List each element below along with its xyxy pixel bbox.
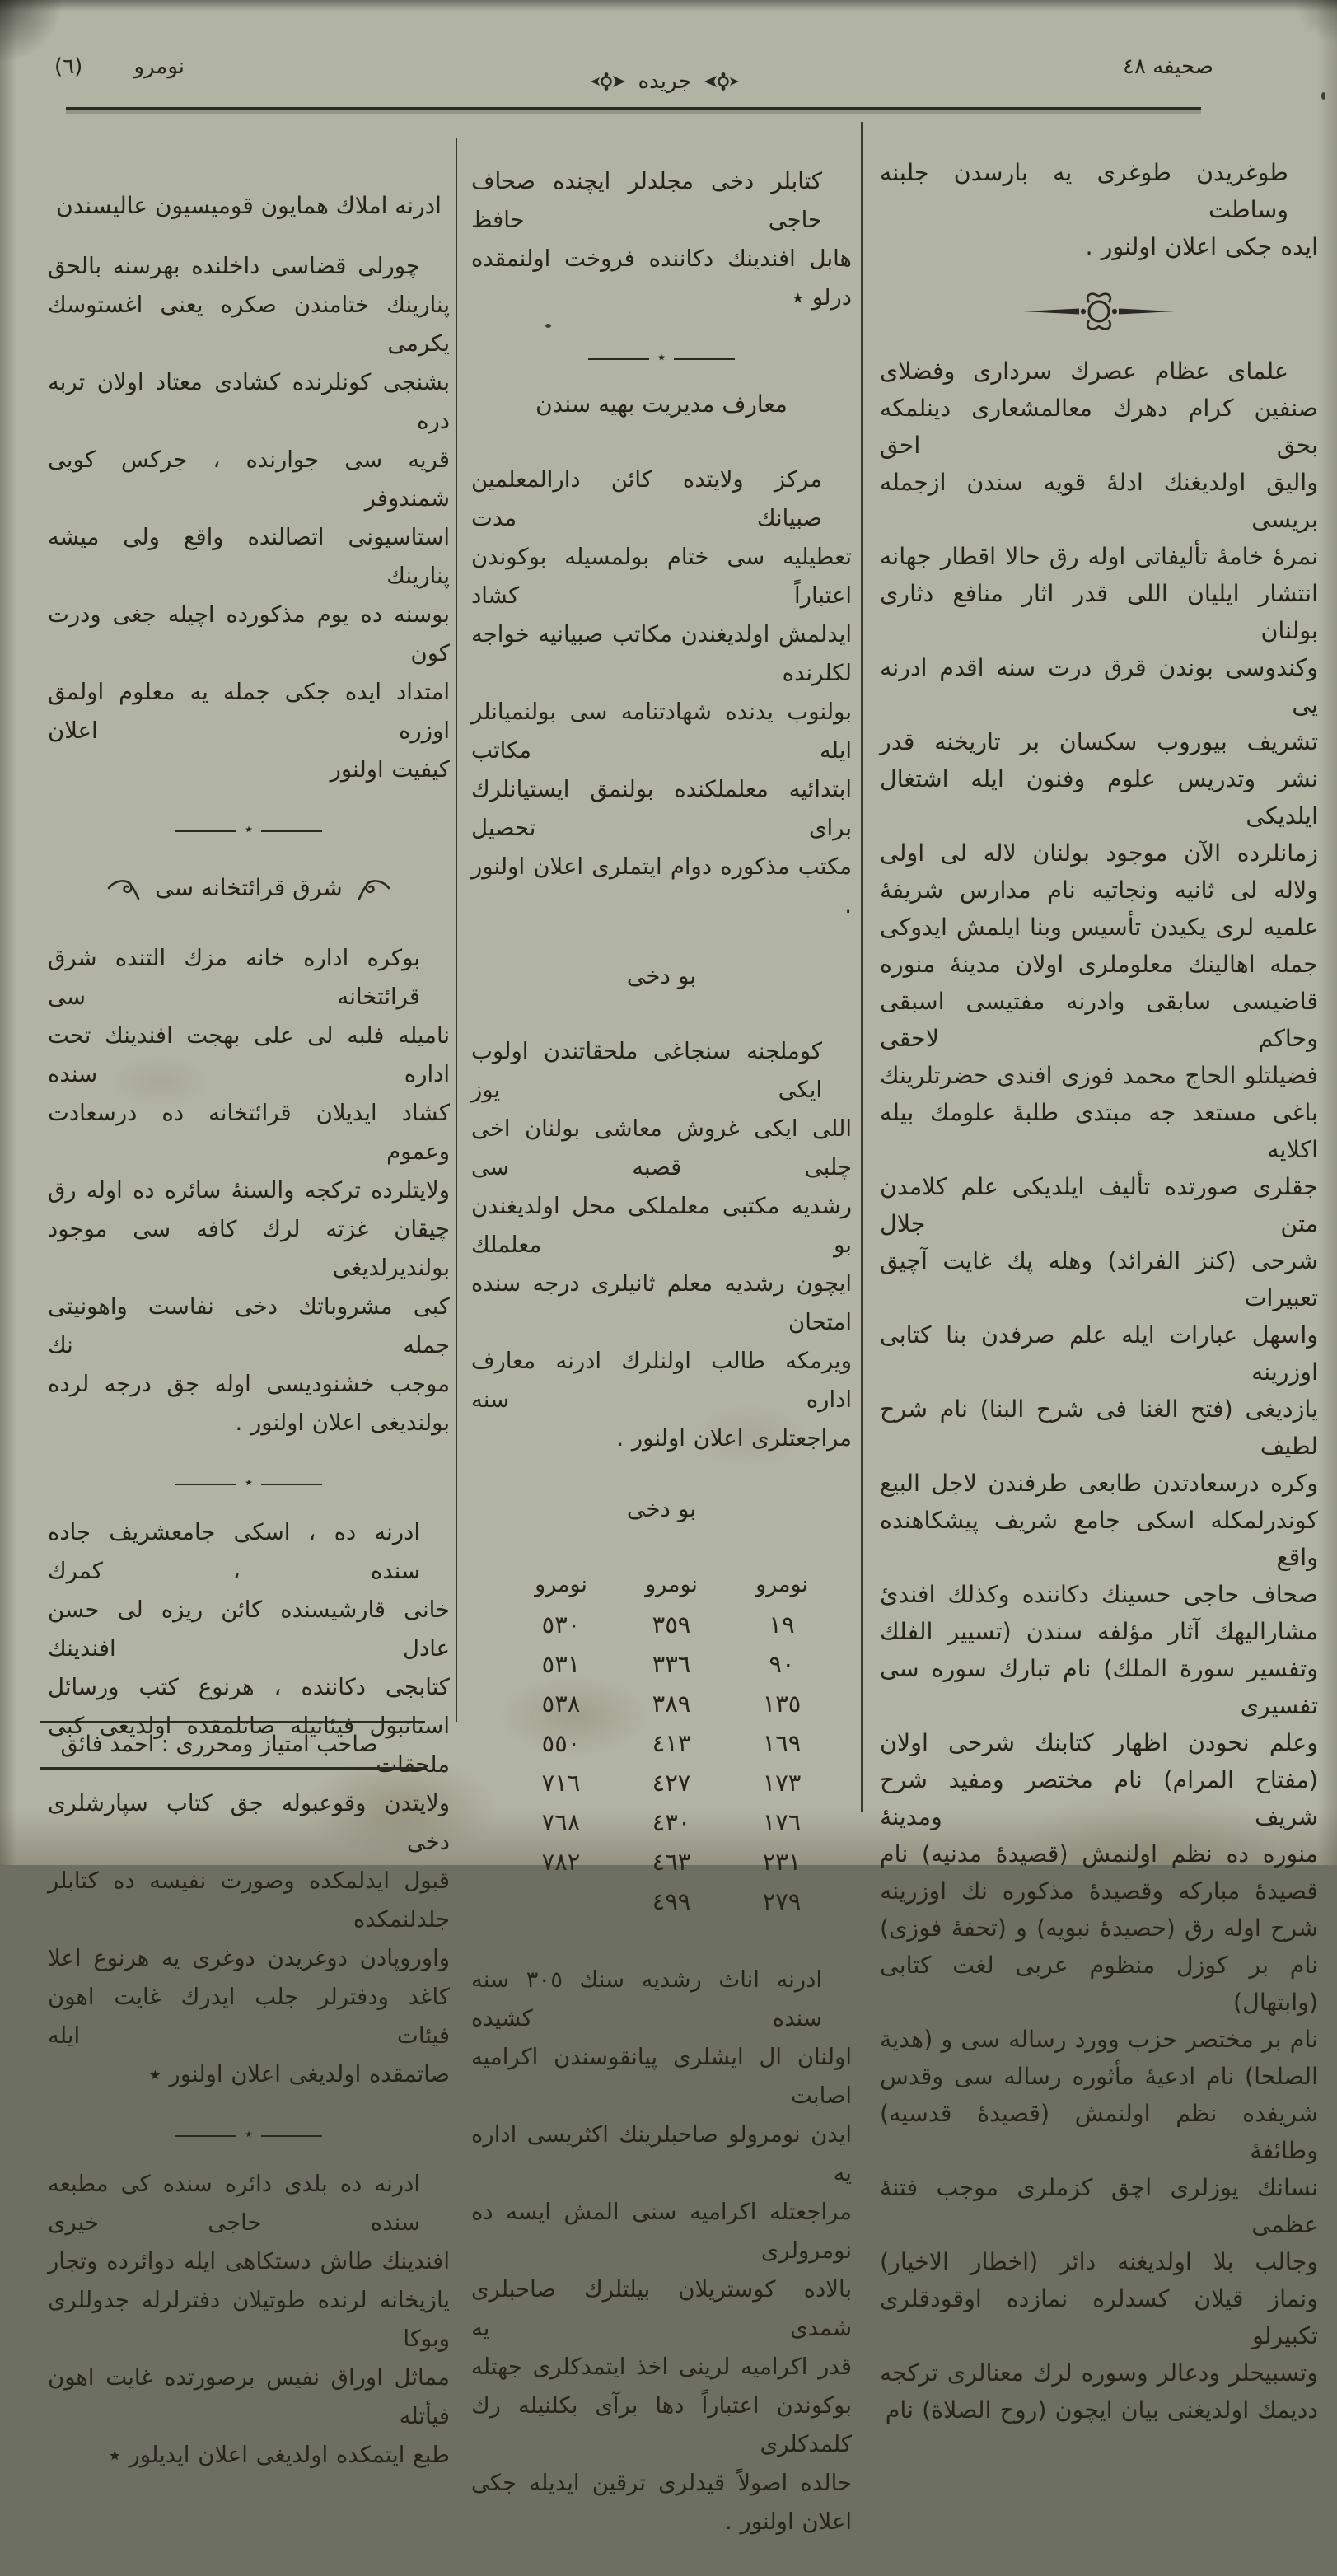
text-line: مركز ولايتده كائن دارالمعلمين صبيانك مدت [471,466,822,531]
text-line: منوره ده نظم اولنمش (قصيدهٔ مدنيه) نام [880,1840,1318,1868]
table-cell: ٧٦٨ [541,1808,581,1836]
text-line: ادرنه ده بلدى دائره سنده كى مطبعه سنده حاجى خيرى [48,2171,420,2236]
text-line: باغى مستعد جه مبتدى طلبهٔ علومك بيله اكلايه [880,1099,1318,1163]
text-line: وتفسير سورة الملك) نام تبارك سوره سى تفسيرى [880,1655,1318,1719]
text-line: كاغد ودفترلر جلب ايدرك غايت اهون فيئات ايله [48,1984,450,2049]
text-line: وتسبيحلر ودعالر وسوره لرك معنالرى تركجه [880,2359,1318,2387]
text-line: امتداد ايده جكى جمله يه معلوم اولمق اوزره اعلان [48,679,450,744]
column-right [880,111,1318,2452]
ornament-divider [880,288,1318,334]
newspaper-title [554,69,776,94]
text-line: قريه سى جوارنده ، جركس كويى شمندوفر [48,446,450,512]
table-header: نومرو [535,1572,587,1597]
text-line: ونماز قيلان كسدلره نمازده اوقودقلرى تكبيرلو [880,2285,1318,2349]
text-line: ناميله فلبه لى على بهجت افندينك تحت اداره سنده [48,1022,450,1087]
text-line: تعطيليه سى ختام بولمسيله بوكوندن اعتباراً كشاد [471,544,852,609]
table-cell: ٤٣٠ [652,1808,691,1836]
text-line: ايچون رشديه معلم ثانيلرى درجه سنده امتحان [471,1270,852,1335]
issue-number-label: نومرو [133,54,185,79]
text-line: رشديه مكتبى معلملكى محل اولديغندن بو معلملك [471,1193,852,1258]
text-line: يازيخانه لرنده طوتيلان دفترلرله جدوللرى وبوكا [48,2287,450,2352]
table-cell: ٤١٣ [652,1729,691,1757]
table-cell: ٥٣١ [541,1650,581,1678]
column-rule [456,138,457,1722]
table-header: نومرو [645,1572,698,1597]
text-line: قبول ايدلمكده وصورت نفيسه ده كتابلر جلدلنمكده [48,1868,450,1933]
divider-line [588,358,649,360]
divider-star-icon: ٭ [245,2125,253,2143]
text-line: شريفده نظم اولنمش (قصيدهٔ قدسيه) وطائفهٔ [880,2100,1318,2164]
text-line: ولاله لى ثانيه ونجاتيه نام مدارس شريفهٔ [880,877,1318,904]
table-cell [506,1882,616,1921]
text-line: مكتب مذكوره دوام ايتملرى اعلان اولنور . [471,853,852,919]
text-line: قدر اكراميه لرينى اخذ ايتمدكلرى جهتله [471,2354,852,2380]
table-cell: ٣٨٩ [652,1690,691,1718]
table-cell: ١٣٥ [762,1690,802,1718]
divider-line [261,2135,322,2137]
floral-flourish-icon [703,71,741,92]
issue-number [54,54,185,79]
paragraph [471,1032,852,1458]
text-line: نام بر مختصر حزب وورد رساله سى و (هدية [880,2026,1318,2053]
text-line: بشنجى كونلرنده كشادى معتاد اولان تربه دره [48,369,450,434]
floral-flourish-icon [358,876,390,900]
text-line: استانبول فيئاتيله صاتلمقده اولديغى كبى ملحقات [48,1713,450,1778]
text-line: ايدن نومرولو صاحبلرينك اكثريسى اداره يه [471,2121,852,2186]
text-line: كتابلر دخى مجلدلر ايچنده صحاف حاجى حافظ [471,168,822,233]
text-line: الصلحا) نام ادعيهٔ مأثوره رساله سى وقدس [880,2063,1318,2090]
floral-flourish-icon [589,71,627,92]
text-line: بالاده كوستريلان بيلتلرك صاحبلرى شمدى يه [471,2276,852,2341]
issue-number-value: (٦) [54,54,83,79]
table-cell: ٢٣١ [762,1848,802,1876]
text-line: دديمك اولديغنى بيان ايچون (روح الصلاة) نام [885,2396,1318,2424]
table-cell: ٤٦٣ [652,1848,691,1876]
text-line: مراجعتلرى اعلان اولنور . [616,1425,852,1452]
paragraph [880,154,1318,265]
column-rule [861,122,863,1812]
text-line: پنارينك ختامندن صكره يعنى اغستوسك يكرمى [48,292,450,357]
text-line: مماثل اوراق نفيس برصورتده غايت اهون فيأتله [48,2364,450,2429]
text-line: واوروپادن دوغريدن دوغرى يه هرنوع اعلا [48,1945,450,1971]
paragraph [48,939,450,1442]
text-line: علماى عظام عصرك سردارى وفضلاى [880,358,1288,385]
text-line: وجالب بلا اولديغنه دائر (اخطار الاخيار) [880,2248,1318,2275]
text-line: واليق اولديغنك ادلهٔ قويه سندن ازجمله بريسى [880,469,1318,533]
section-heading: معارف مديريت بهيه سندن [535,390,788,418]
header-rule [66,107,1201,110]
column-left [48,111,450,2509]
text-line: كبى مشروباتك دخى نفاست واهونيتى جمله نك [48,1293,450,1358]
table-cell: ١٩ [769,1611,795,1639]
divider-star-icon: ٭ [245,820,253,838]
text-line: ويرمكه طالب اولنلرك ادرنه معارف اداره سنه [471,1348,852,1413]
section-divider [48,1474,450,1492]
table-cell: ٣٣٦ [652,1650,691,1678]
text-line: ايدلمش اولديغندن مكاتب صبيانيه خواجه لكلرنده [471,621,852,686]
text-line: بوكره اداره خانه مزك التنده شرق قرائتخانه سى [48,945,420,1010]
divider-line [175,1484,236,1485]
divider-line [674,358,735,360]
table-cell: ٥٥٠ [541,1729,581,1757]
text-line: كوندرلمكله اسكى جامع شريف پيشكاهنده واقع [880,1507,1318,1571]
text-line: خانى قارشيسنده كائن ريزه لى حسن عادل افندينك [48,1597,450,1662]
section-heading: بو دخى [626,962,697,989]
text-line: يازديغى (فتح الغنا فى شرح البنا) نام شرح لطيف [880,1396,1318,1460]
text-line: طبع ايتمكده اولديغى اعلان ايديلور ٭ [108,2442,450,2468]
paragraph [48,247,450,789]
table-cell: ٧٨٢ [541,1848,581,1876]
text-line: استاسيونى اتصالنده واقع ولى ميشه پنارينك [48,524,450,589]
text-line: وكره درسعادتدن طابعى طرفندن لاجل البيع [880,1470,1318,1497]
text-line: حالده اصولاً قيدلرى ترقين ايديله جكى اعلان اولنور . [471,2470,852,2535]
text-line: ولايتلرده تركجه والسنهٔ سائره ده اوله رق [48,1177,450,1204]
paragraph [471,162,852,317]
newspaper-title-text: جريده [638,69,692,94]
text-line: صحاف حاجى حسينك دكاننده وكذلك افندئ [880,1581,1318,1608]
floral-flourish-icon [107,876,140,900]
paragraph [471,461,852,925]
section-divider [48,820,450,839]
table-cell: ٥٣٠ [541,1611,581,1639]
ink-speck [1321,92,1325,100]
imprint-box [40,1721,425,1770]
section-heading-text: شرق قرائتخانه سى [155,874,343,901]
text-line: نشر وتدريس علوم وفنون ايله اشتغال ايلديكى [880,765,1318,830]
text-line: طوغريدن طوغرى يه بارسدن جلبنه وساطت [880,159,1288,223]
section-heading [48,872,450,905]
paragraph [48,1513,450,2094]
text-line: ابتدائيه معلملكنده بولنمق ايستيانلرك براى تحصيل [471,776,852,841]
text-line: صاتمقده اولديغى اعلان اولنور ٭ [148,2061,450,2087]
text-line: (مفتاح المرام) نام مختصر ومفيد شرح شريف ومدينهٔ [880,1766,1318,1830]
text-line: موجب خشنوديسى اوله جق درجه لرده [48,1371,450,1397]
table-cell: ٤٩٩ [652,1887,691,1915]
lottery-number-table [506,1565,837,1921]
text-line: ادرنه ده ، اسكى جامعشريف جاده سنده ، كمرك [48,1519,420,1584]
text-line: مشاراليهك آثار مؤلفه سندن (تسيير الفلك [880,1618,1318,1645]
table-cell: ١٧٣ [762,1769,802,1797]
section-divider [471,348,852,367]
table-cell: ٥٣٨ [541,1690,581,1718]
section-divider [48,2125,450,2144]
text-line: تشريف بيوروب سكسان بر تاريخنه قدر [880,728,1318,755]
text-line: كوملجنه سنجاغى ملحقاتندن اولوب ايكى يوز [471,1038,822,1103]
text-line: كيفيت اولنور [330,756,450,783]
divider-line [175,2135,236,2137]
text-line: كشاد ايديلان قرائتخانه ده درسعادت وعموم [48,1100,450,1165]
divider-star-icon: ٭ [245,1474,253,1491]
table-cell: ٣٥٩ [652,1611,691,1639]
text-line: بوسنه ده يوم مذكورده اچيله جغى ودرت كون [48,601,450,666]
divider-line [261,1484,322,1485]
text-line: نمرهٔ خامهٔ تأليفاتى اوله رق حالا اقطار جهانه [880,543,1318,570]
text-line: فضيلتلو الحاج محمد فوزى افندى حضرتلرينك [880,1062,1318,1089]
text-line: بولنديغى اعلان اولنور . [235,1410,450,1436]
text-line: بولنوب يدنده شهادتنامه سى بولنميانلر ايله مكاتب [471,699,852,764]
column-middle [471,111,852,2576]
imprint-text: صاحب امتياز ومحررى : احمد فائق [60,1732,378,1757]
table-cell: ٢٧٩ [762,1887,802,1915]
ornament-cartouche-icon [1020,288,1178,334]
text-line: جمله اهالينك معلوملرى اولان مدينهٔ منوره [880,951,1318,978]
text-line: صنفين كرام دهرك معالمشعارى دينلمكه بحق احق [880,395,1318,459]
text-line: زمانلرده الآن موجود بولنان لاله لى اولى [880,839,1318,867]
divider-line [261,830,322,832]
text-line: اللى ايكى غروش معاشى بولنان اخى چلبى قصبه سى [471,1115,852,1180]
text-line: كتابجى دكاننده ، هرنوع كتب ورسائل [48,1674,450,1700]
ink-speck [545,324,551,328]
text-line: قاضيسى سابقى وادرنه مفتيسى اسبقى وحاكم لاحقى [880,988,1318,1052]
page-number: صحيفه ٤٨ [1123,54,1213,79]
text-line: شرح اوله رق (حصيدهٔ نبويه) و (تحفهٔ فوزى) [880,1914,1318,1942]
paragraph [48,2165,450,2475]
paragraph [880,353,1318,2429]
text-line: واسهل عبارات ايله علم صرفدن بنا كتابى اوزرينه [880,1321,1318,1386]
divider-line [175,830,236,832]
divider-star-icon: ٭ [657,348,666,366]
section-heading: ادرنه املاك همايون قوميسيون عاليسندن [56,192,442,219]
text-line: وكندوسى بوندن قرق درت سنه اقدم ادرنه يى [880,654,1318,718]
text-line: بوكوندن اعتباراً دها برآى بكلنيله رك كلمدكلرى [471,2392,852,2457]
text-line: ولايتدن وقوعبوله جق كتاب سپارشلرى دخى [48,1790,450,1855]
text-line: چورلى قضاسى داخلنده بهرسنه بالحق [48,253,420,279]
text-line: علميه لرى يكيدن تأسيس وبنا ايلمش ايدوكى [880,914,1318,941]
table-cell: ٩٠ [769,1650,795,1678]
text-line: هابل افندينك دكاننده فروخت اولنمقده درلو ٭ [471,245,852,311]
text-line: شرحى (كنز الفرائد) وهله پك غايت آچيق تعبيرات [880,1247,1318,1311]
table-header: نومرو [755,1572,808,1597]
text-line: جقلرى صورتده تأليف ايلديكى علم كلامدن متن جلال [880,1173,1318,1237]
text-line: مراجعتله اكراميه سنى المش ايسه ده نومرولرى [471,2199,852,2264]
table-cell: ١٦٩ [762,1729,802,1757]
table-cell: ٤٢٧ [652,1769,691,1797]
text-line: انتشار ايليان اللى قدر اثار منافع دثارى بولنان [880,580,1318,644]
text-line: قصيدهٔ مباركه وقصيدهٔ مذكوره نك اوزرينه [880,1877,1318,1905]
text-line: چيقان غزته لرك كافه سى موجود بولنديرلديغى [48,1216,450,1281]
text-line: ايده جكى اعلان اولنور . [1085,233,1318,260]
text-line: وعلم نحودن اظهار كتابنك شرحى اولان [880,1729,1318,1756]
table-cell: ١٧٦ [762,1808,802,1836]
text-line: اولنان ال ايشلرى پيانقوسندن اكراميه اصابت [471,2044,852,2109]
text-line: ادرنه اناث رشديه سنك ٣٠٥ سنه سنده كشيده [471,1966,823,2031]
text-line: نسانك يوزلرى اچق كزملرى موجب فتنهٔ عظمى [880,2174,1318,2238]
text-line: نام بر كوزل منظوم عربى لغت كتابى (وابتهال) [880,1952,1318,2016]
section-heading: بو دخى [626,1495,697,1522]
paragraph [471,1961,852,2541]
text-line: افندينك طاش دستكاهى ايله دوائرده وتجار [48,2248,450,2274]
table-cell: ٧١٦ [541,1769,581,1797]
